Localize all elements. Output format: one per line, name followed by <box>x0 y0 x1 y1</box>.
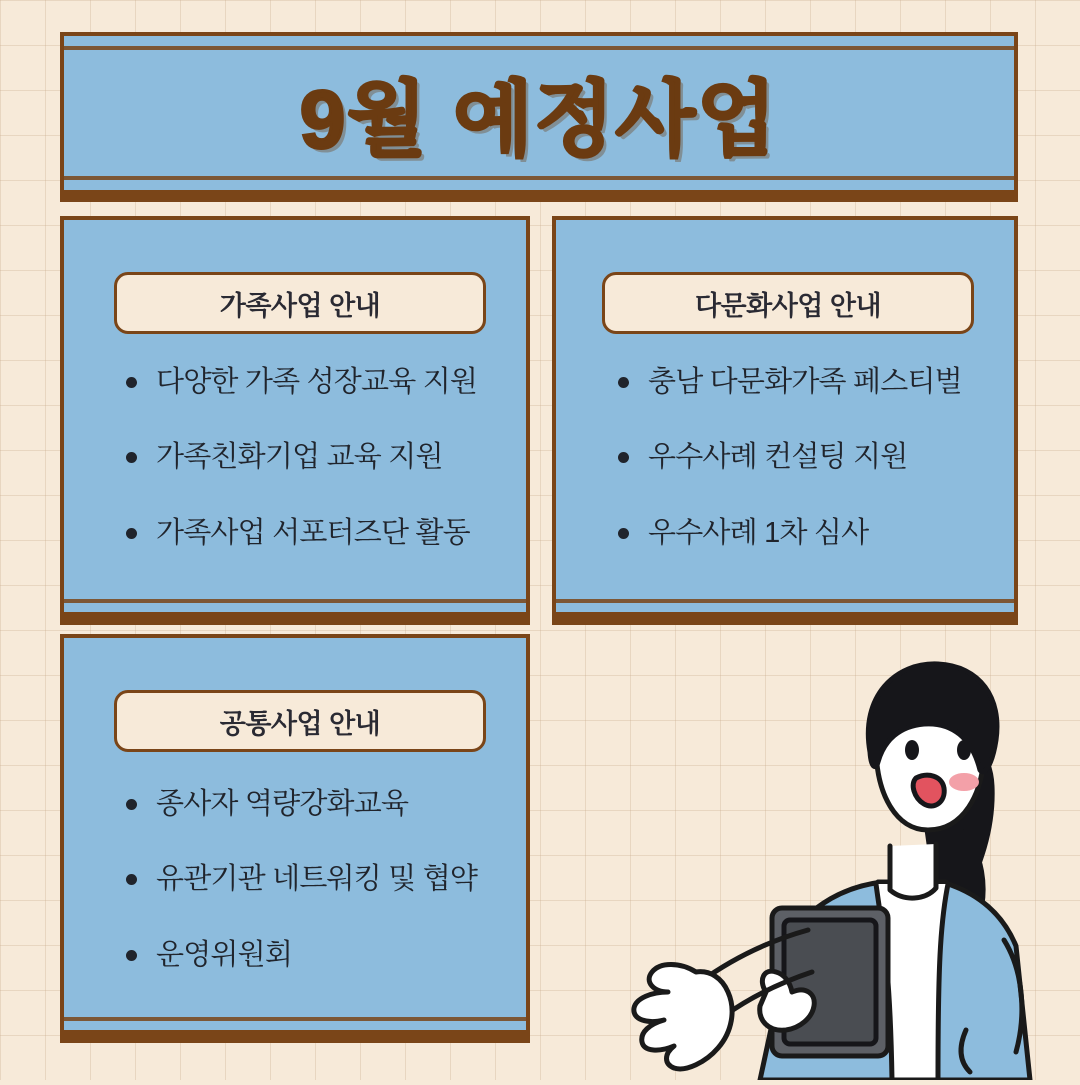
section-list-common <box>108 786 502 1012</box>
section-card-common <box>60 634 530 1034</box>
section-card-family <box>60 216 530 616</box>
title-banner <box>60 32 1018 194</box>
list-item: 가족사업 서포터즈단 활동 <box>156 515 502 551</box>
list-item: 우수사례 컨설팅 지원 <box>648 439 990 475</box>
list-item: 가족친화기업 교육 지원 <box>156 439 502 475</box>
list-item: 다양한 가족 성장교육 지원 <box>156 364 502 400</box>
section-list-family <box>108 364 502 590</box>
page-title: 9월 예정사업 <box>299 74 779 166</box>
list-item: 우수사례 1차 심사 <box>648 515 990 551</box>
card-bottom-rule <box>64 599 526 603</box>
card-bottom-rule <box>64 1017 526 1021</box>
woman-presenting-illustration <box>560 600 1080 1080</box>
list-item: 유관기관 네트워킹 및 협약 <box>156 861 502 897</box>
banner-top-rule <box>64 46 1014 50</box>
section-heading-multicultural: 다문화사업 안내 <box>602 272 974 334</box>
banner-bottom-rule <box>64 176 1014 180</box>
section-list-multicultural <box>600 364 990 590</box>
list-item: 운영위원회 <box>156 937 502 973</box>
section-heading-family: 가족사업 안내 <box>114 272 486 334</box>
section-card-multicultural <box>552 216 1018 616</box>
section-heading-common: 공통사업 안내 <box>114 690 486 752</box>
list-item: 종사자 역량강화교육 <box>156 786 502 822</box>
list-item: 충남 다문화가족 페스티벌 <box>648 364 990 400</box>
